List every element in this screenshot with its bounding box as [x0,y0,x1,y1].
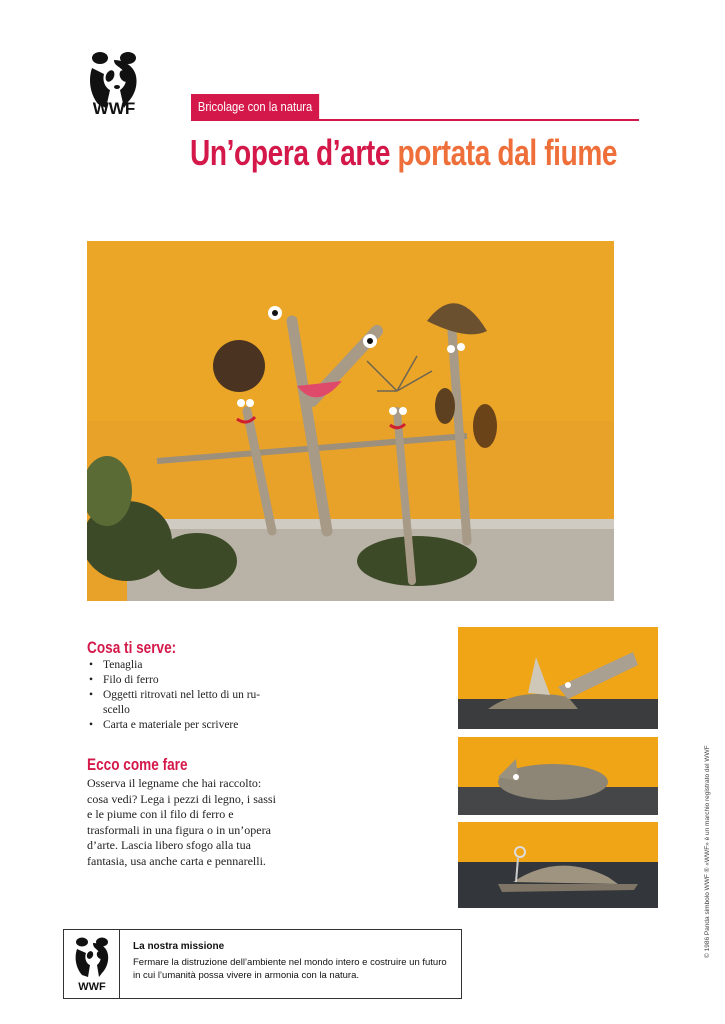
driftwood-rhino-photo [458,737,658,815]
mission-box [63,929,462,999]
category-divider [191,119,639,121]
driftwood-crocodile-photo [458,627,658,729]
mission-text: Fermare la distruzione dell’ambiente nel mondo intero e costruire un futuro in cui l’umanità possa vivere in armonia con la natura. [133,957,447,981]
needs-list [87,658,277,733]
mission-title: La nostra missione [133,941,225,952]
list-item: • Carta e materiale per scrivere [87,718,277,733]
wwf-panda-icon [72,936,112,992]
mission-logo-text: WWF [78,981,106,992]
category-label: Bricolage con la natura [191,94,319,120]
list-item: • Oggetti ritrovati nel letto di un ru-scello [87,688,277,718]
driftwood-sculpture-photo [87,241,614,601]
needs-heading: Cosa ti serve: [87,638,177,657]
wwf-logo-text: WWF [92,99,136,118]
title-part-1: Un’opera d’arte [190,132,391,173]
title-part-2: portata dal fiume [397,132,618,173]
page-title [190,132,617,174]
copyright-credit: © 1986 Panda simbolo WWF ® «WWF» è un marchio registrato del WWF [704,745,711,958]
driftwood-snail-photo [458,822,658,908]
how-heading: Ecco come fare [87,755,188,774]
list-item: • Filo di ferro [87,673,277,688]
how-body: Osserva il legname che hai raccolto: cosa vedi? Lega i pezzi di legno, i sassi e le piume con il filo di ferro e trasformali in una figura o in un’opera d’arte. Lascia libero sfogo alla tua fantasia, usa anche carta e pennarelli. [87,776,276,868]
mission-divider [119,930,120,998]
list-item: • Tenaglia [87,658,277,673]
